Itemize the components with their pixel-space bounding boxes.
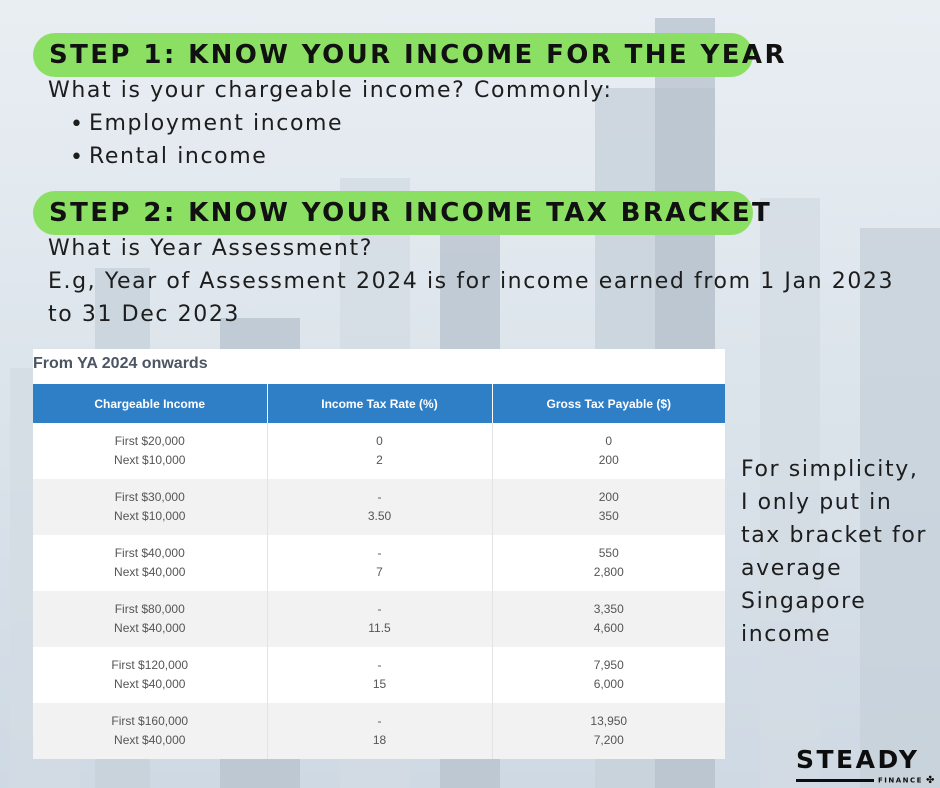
payable-cell: 550 2,800 xyxy=(593,546,624,579)
logo-subtitle: FINANCE xyxy=(878,776,923,785)
table-row xyxy=(33,479,725,535)
tax-table-card xyxy=(33,349,725,755)
bullet-employment-income: Employment income xyxy=(89,111,344,136)
clover-icon: ✤ xyxy=(925,774,935,786)
payable-cell: 13,950 7,200 xyxy=(492,703,725,759)
payable-cell: 0 200 xyxy=(598,434,619,467)
logo-underline xyxy=(796,779,874,782)
side-note-line: Singapore xyxy=(741,589,867,614)
table-header-row xyxy=(33,384,725,423)
step2-title: STEP 2: KNOW YOUR INCOME TAX BRACKET xyxy=(33,191,753,235)
rate-cell: - 18 xyxy=(267,703,492,759)
table-row xyxy=(33,591,725,647)
tax-bracket-table xyxy=(33,384,725,759)
income-cell: First $160,000 Next $40,000 xyxy=(33,703,267,759)
logo-wordmark: STEADY xyxy=(796,745,920,774)
income-cell: First $40,000 Next $40,000 xyxy=(33,535,267,591)
rate-cell: 0 2 xyxy=(267,423,492,479)
table-row xyxy=(33,423,725,479)
side-note-line: For simplicity, xyxy=(741,457,919,482)
table-row xyxy=(33,703,725,759)
list-item: • xyxy=(70,145,83,170)
side-note xyxy=(741,453,927,651)
side-note-line: average xyxy=(741,556,843,581)
rate-cell: - 7 xyxy=(267,535,492,591)
header-income-tax-rate: Income Tax Rate (%) xyxy=(267,384,492,423)
header-gross-tax-payable: Gross Tax Payable ($) xyxy=(492,384,725,423)
side-note-line: income xyxy=(741,622,832,647)
steady-finance-logo xyxy=(796,745,935,787)
table-row xyxy=(33,647,725,703)
rate-cell: - 11.5 xyxy=(267,591,492,647)
income-cell: First $120,000 Next $40,000 xyxy=(33,647,267,703)
side-note-line: tax bracket for xyxy=(741,523,928,548)
payable-cell: 200 350 xyxy=(492,479,725,535)
step2-example-line1: E.g, Year of Assessment 2024 is for income earned from 1 Jan 2023 xyxy=(48,269,895,294)
step1-question: What is your chargeable income? Commonly: xyxy=(48,78,613,103)
rate-cell: - 15 xyxy=(267,647,492,703)
step2-question: What is Year Assessment? xyxy=(48,236,373,261)
step1-title: STEP 1: KNOW YOUR INCOME FOR THE YEAR xyxy=(33,33,753,77)
income-cell: First $20,000 Next $10,000 xyxy=(33,423,267,479)
side-note-line: I only put in xyxy=(741,490,893,515)
list-item: • xyxy=(70,112,83,137)
payable-cell: 3,350 4,600 xyxy=(492,591,725,647)
bullet-rental-income: Rental income xyxy=(89,144,268,169)
table-row xyxy=(33,535,725,591)
rate-cell: - 3.50 xyxy=(267,479,492,535)
income-cell: First $30,000 Next $10,000 xyxy=(33,479,267,535)
income-cell: First $80,000 Next $40,000 xyxy=(33,591,267,647)
payable-cell: 7,950 6,000 xyxy=(593,658,624,691)
step2-example-line2: to 31 Dec 2023 xyxy=(48,302,241,327)
header-chargeable-income: Chargeable Income xyxy=(33,384,267,423)
table-title: From YA 2024 onwards xyxy=(33,355,208,372)
